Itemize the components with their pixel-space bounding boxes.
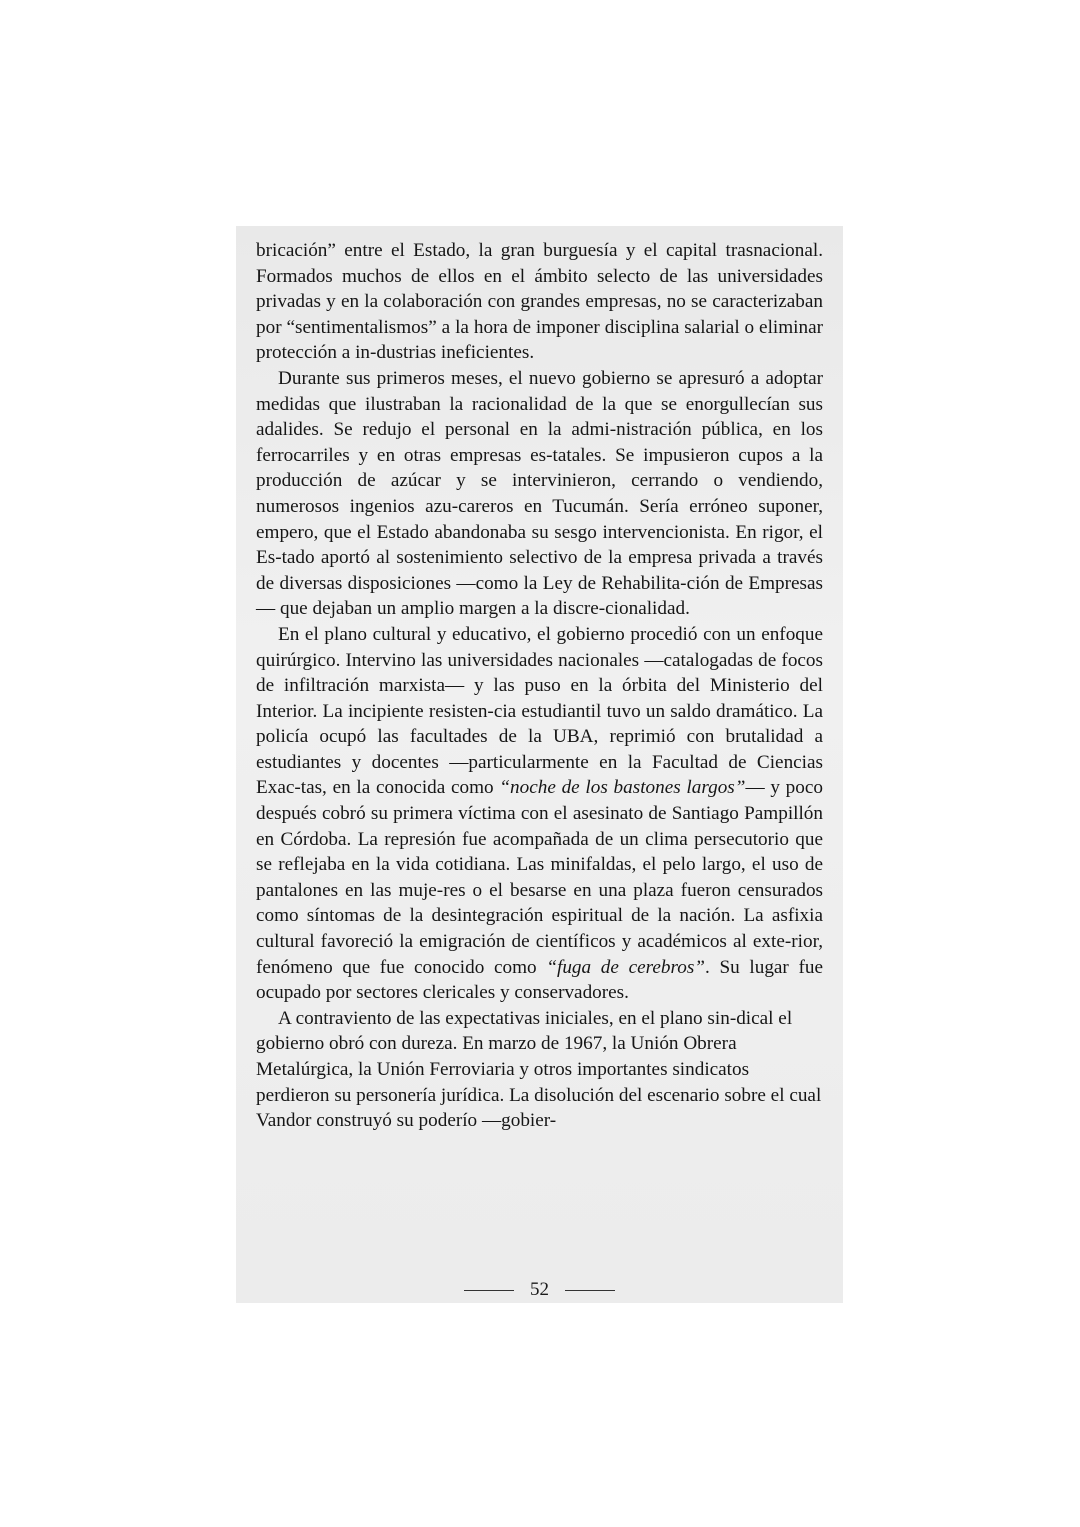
scanned-page [236,226,843,1303]
paragraph-3-text-c: . Su lugar fue ocupado por sectores clericales y conservadores. [256,956,824,1004]
page-footer [236,1278,843,1302]
footer-rule-right [565,1290,615,1291]
paragraph-1: bricación” entre el Estado, la gran burguesía y el capital trasnacional. Formados muchos de ellos en el ámbito selecto de las universidades privadas y en la colaboración con grandes empresas, no se caracterizaban por “sentimentalismos” a la hora de imponer disciplina salarial o eliminar protección a in-dustrias ineficientes. [256,240,823,364]
paragraph-3-text-a: En el plano cultural y educativo, el gobierno procedió con un enfoque quirúrgico. Intervino las universidades nacionales —catalogadas de focos de infiltración marxista— y las puso en la órbita del Ministerio del Interior. La incipiente resisten-cia estudiantil tuvo un saldo dramático. La policía ocupó las facultades de la UBA, reprimió con brutalidad a estudiantes y docentes —particularmente en la Facultad de Ciencias Exac-tas, en la conocida como [256,623,823,799]
paragraph-3 [256,622,823,1006]
italic-phrase-cerebros: “fuga de cerebros” [546,956,705,978]
page-number: 52 [530,1279,549,1300]
italic-phrase-bastones: “noche de los bastones largos” [499,777,746,799]
paragraph-4: A contraviento de las expectativas iniciales, en el plano sin-dical el gobierno obró con dureza. En marzo de 1967, la Unión Obrera Metalúrgica, la Unión Ferroviaria y otros importantes sindicatos perdieron su personería jurídica. La disolución del escenario sobre el cual Vandor construyó su poderío —gobier- [256,1007,822,1132]
footer-rule-left [464,1290,514,1291]
body-text [256,238,823,1134]
paragraph-3-text-b: — y poco después cobró su primera víctima con el asesinato de Santiago Pampillón en Córdoba. La represión fue acompañada de un clima persecutorio que se reflejaba en la vida cotidiana. Las minifaldas, el pelo largo, el uso de pantalones en las muje-res o el besarse en una plaza fueron censurados como síntomas de la desintegración espiritual de la nación. La asfixia cultural favoreció la emigración de científicos y académicos al exte-rior, fenómeno que fue conocido como [256,777,823,978]
paragraph-2: Durante sus primeros meses, el nuevo gobierno se apresuró a adoptar medidas que ilustraban la racionalidad de la que se enorgullecían sus adalides. Se redujo el personal en la admi-nistración pública, en los ferrocarriles y en otras empresas es-tatales. Se impusieron cupos a la producción de azúcar y se intervinieron, cerrando o vendiendo, numerosos ingenios azu-careros en Tucumán. Sería erróneo suponer, empero, que el Estado abandonaba su sesgo intervencionista. En rigor, el Es-tado aportó al sostenimiento selectivo de la empresa privada a través de diversas disposiciones —como la Ley de Rehabilita-ción de Empresas— que dejaban un amplio margen a la discre-cionalidad. [256,367,823,620]
